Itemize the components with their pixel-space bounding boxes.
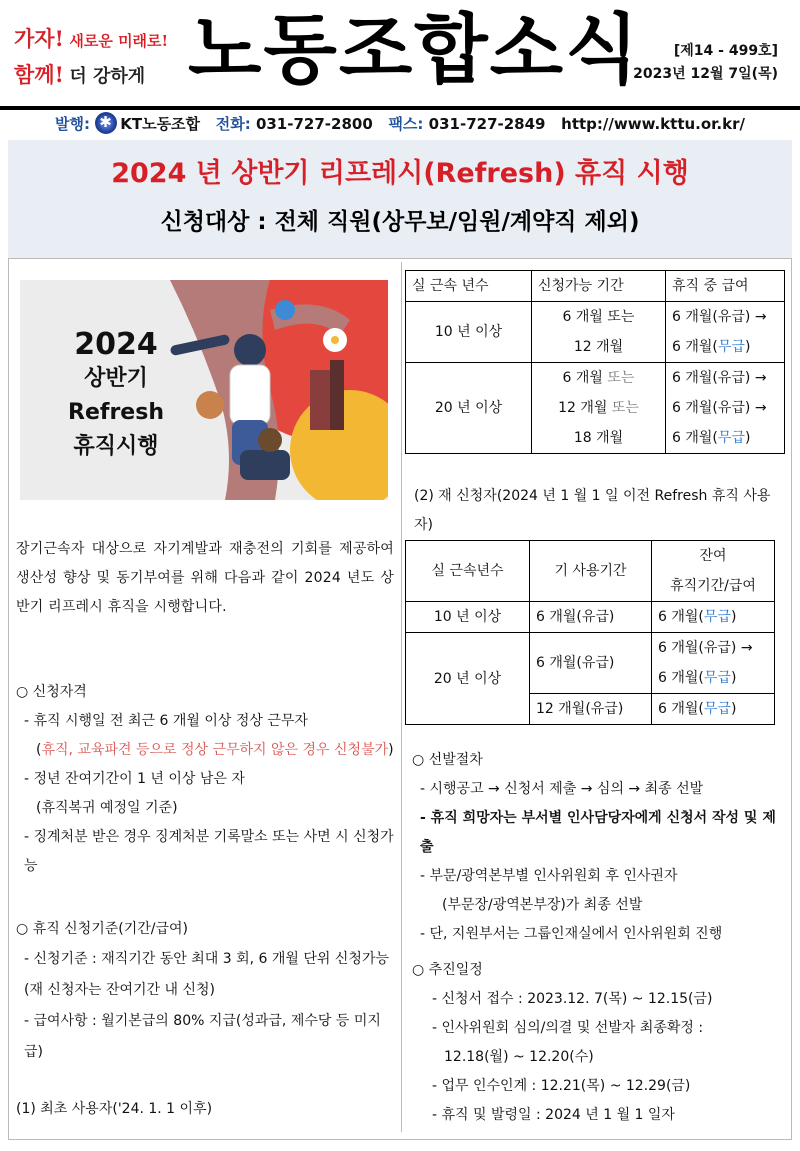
schedule-section (412, 956, 788, 1130)
hero-action: 휴직시행 (73, 434, 159, 459)
pay-text: ) (744, 339, 751, 355)
cell-remaining (652, 694, 775, 725)
paren-close: ) (388, 742, 394, 758)
kt-union-logo-icon (95, 112, 117, 134)
pay-line: 6 개월(유급) → (672, 309, 767, 325)
eligibility-item-2: - 정년 잔여기간이 1 년 이상 남은 자 (24, 771, 245, 787)
cell-years: 20 년 이상 (406, 633, 530, 725)
remain-text: 6 개월( (658, 670, 704, 686)
cell-years: 10 년 이상 (406, 302, 532, 363)
schedule-item-2: - 인사위원회 심의/의결 및 선발자 최종확정 : (432, 1020, 704, 1036)
unpaid-label: 무급 (703, 609, 731, 625)
slogan (14, 22, 184, 94)
fax-label: 팩스: (388, 115, 424, 133)
col-header-used: 기 사용기간 (530, 541, 652, 602)
selection-item-2: - 휴직 희망자는 부서별 인사담당자에게 신청서 작성 및 제출 (420, 810, 776, 855)
eligibility-item-1-note (16, 736, 394, 765)
remain-line: 6 개월(유급) → (658, 640, 753, 656)
cell-used: 6 개월(유급) (530, 602, 652, 633)
slogan-stronger: 더 강하게 (69, 66, 146, 87)
unpaid-label: 무급 (717, 339, 745, 355)
headline-box (8, 140, 792, 258)
newsletter-title: 노동조합소식 (188, 5, 641, 94)
remain-text: 6 개월( (658, 701, 704, 717)
cell-pay (666, 363, 785, 454)
period-line (532, 363, 665, 393)
first-applicant-table (405, 270, 785, 454)
column-divider (401, 262, 402, 1132)
intro-paragraph: 장기근속자 대상으로 자기계발과 재충전의 기회를 제공하여 생산성 향상 및 동기부여를 위해 다음과 같이 2024 년도 상반기 리프레시 휴직을 시행합니다. (16, 541, 394, 615)
period-text: 12 개월 (558, 400, 612, 416)
selection-heading: ○ 선발절차 (412, 752, 483, 768)
schedule-item-4: - 휴직 및 발령일 : 2024 년 1 월 1 일자 (432, 1107, 675, 1123)
masthead (0, 0, 800, 105)
remain-line (658, 663, 774, 693)
cell-pay (666, 302, 785, 363)
slogan-together: 함께! (14, 62, 64, 87)
eligibility-item-2-note: (휴직복귀 예정일 기준) (36, 800, 178, 816)
col-header-years: 실 근속 년수 (406, 271, 532, 302)
col-header-years: 실 근속년수 (406, 541, 530, 602)
pay-text: 6 개월( (672, 430, 718, 446)
header-line: 잔여 (699, 548, 727, 564)
first-applicant-heading: (1) 최초 사용자('24. 1. 1 이후) (16, 1101, 213, 1117)
period-line: 6 개월 또는 (562, 309, 635, 325)
selection-item-3: - 부문/광역본부별 인사위원회 후 인사권자 (420, 868, 678, 884)
hero-name: Refresh (68, 400, 164, 425)
cell-years: 20 년 이상 (406, 363, 532, 454)
phone-label: 전화: (215, 115, 251, 133)
reapplicant-table (405, 540, 775, 725)
period-or: 또는 (611, 400, 639, 416)
col-header-period: 신청가능 기간 (532, 271, 666, 302)
selection-item-1: - 시행공고 → 신청서 제출 → 심의 → 최종 선발 (420, 781, 704, 797)
hero-caption (46, 328, 186, 464)
criteria-item-1: - 신청기준 : 재직기간 동안 최대 3 회, 6 개월 단위 신청가능(재 신청자는 잔여기간 내 신청) (24, 951, 389, 998)
eligibility-item-3: - 징계처분 받은 경우 징계처분 기록말소 또는 사면 시 신청가능 (24, 829, 394, 874)
table-header-row (406, 541, 775, 602)
slogan-go: 가자! (14, 26, 64, 51)
cell-used: 12 개월(유급) (530, 694, 652, 725)
schedule-item-2-cont: 12.18(월) ~ 12.20(수) (444, 1049, 594, 1065)
col-header-pay: 휴직 중 급여 (666, 271, 785, 302)
hero-illustration (20, 280, 388, 500)
period-text: 6 개월 (562, 370, 608, 386)
website-link[interactable]: http://www.kttu.or.kr/ (561, 115, 745, 133)
period-or: 또는 (607, 370, 635, 386)
cell-years: 10 년 이상 (406, 602, 530, 633)
selection-section (412, 746, 788, 949)
table-header-row (406, 271, 785, 302)
issue-info (633, 40, 778, 86)
fax-number: 031-727-2849 (428, 115, 546, 133)
issue-number: [제14 - 499호] (673, 43, 778, 59)
selection-item-3-cont: (부문장/광역본부장)가 최종 선발 (442, 897, 643, 913)
pay-line (672, 423, 784, 453)
header-line: 휴직기간/급여 (670, 578, 756, 594)
remain-text: ) (730, 670, 737, 686)
cell-remaining (652, 633, 775, 694)
unpaid-label: 무급 (703, 670, 731, 686)
schedule-heading: ○ 추진일정 (412, 962, 483, 978)
remain-text: ) (730, 701, 737, 717)
cell-period (532, 302, 666, 363)
period-line: 12 개월 (573, 339, 624, 355)
cell-remaining (652, 602, 775, 633)
cell-used: 6 개월(유급) (530, 633, 652, 694)
phone-number: 031-727-2800 (255, 115, 373, 133)
criteria-section (16, 915, 394, 1068)
table-row (406, 633, 775, 694)
hero-year: 2024 (74, 327, 158, 362)
period-line: 18 개월 (573, 430, 624, 446)
reapplicant-heading: (2) 재 신청자(2024 년 1 월 1 일 이전 Refresh 휴직 사용자) (414, 488, 771, 533)
headline-subtitle: 신청대상 : 전체 직원(상무보/임원/계약직 제외) (160, 209, 640, 235)
unpaid-label: 무급 (703, 701, 731, 717)
pay-line: 6 개월(유급) → (672, 400, 767, 416)
criteria-item-2: - 급여사항 : 월기본급의 80% 지급(성과급, 제수당 등 미지급) (24, 1013, 381, 1060)
slogan-future: 새로운 미래로! (69, 32, 169, 50)
selection-item-4: - 단, 지원부서는 그룹인재실에서 인사위원회 진행 (420, 926, 723, 942)
table-row (406, 363, 785, 454)
paren-open: ( (36, 742, 42, 758)
publisher-org: KT노동조합 (120, 115, 201, 133)
pay-text: 6 개월( (672, 339, 718, 355)
cell-period (532, 363, 666, 454)
publisher-bar (0, 112, 800, 136)
criteria-heading: ○ 휴직 신청기준(기간/급여) (16, 921, 188, 937)
pay-line: 6 개월(유급) → (672, 370, 767, 386)
unpaid-label: 무급 (717, 430, 745, 446)
masthead-divider (0, 106, 800, 110)
eligibility-exclusion: 휴직, 교육파견 등으로 정상 근무하지 않은 경우 신청불가 (41, 742, 389, 758)
hero-half: 상반기 (84, 366, 148, 391)
table-row (406, 602, 775, 633)
schedule-item-3: - 업무 인수인계 : 12.21(목) ~ 12.29(금) (432, 1078, 691, 1094)
eligibility-heading: ○ 신청자격 (16, 684, 87, 700)
col-header-remaining (652, 541, 775, 602)
issue-date: 2023년 12월 7일(목) (633, 66, 778, 82)
publisher-label: 발행: (55, 115, 90, 133)
remain-text: ) (730, 609, 737, 625)
table-row (406, 302, 785, 363)
eligibility-section (16, 678, 394, 881)
schedule-item-1: - 신청서 접수 : 2023.12. 7(목) ~ 12.15(금) (432, 991, 713, 1007)
eligibility-item-1: - 휴직 시행일 전 최근 6 개월 이상 정상 근무자 (24, 713, 308, 729)
remain-text: 6 개월( (658, 609, 704, 625)
headline-title: 2024 년 상반기 리프레시(Refresh) 휴직 시행 (111, 158, 689, 189)
pay-text: ) (744, 430, 751, 446)
period-line (532, 393, 665, 423)
pay-line (672, 332, 784, 362)
